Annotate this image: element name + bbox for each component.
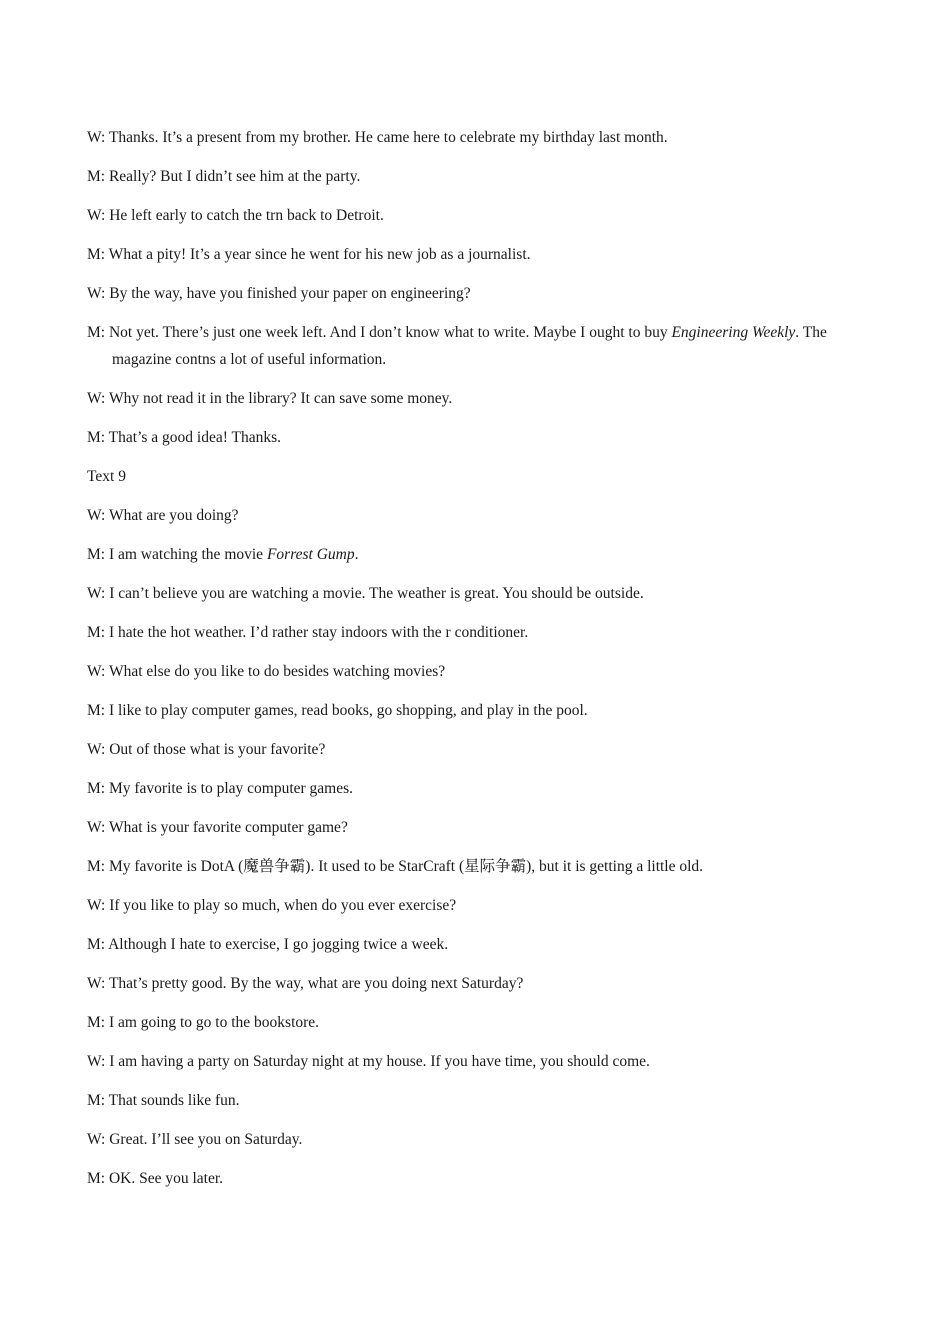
dialogue-line: W: I can’t believe you are watching a movie. The weather is great. You should be outside. [87,585,644,602]
dialogue-line: M: Really? But I didn’t see him at the party. [87,168,361,185]
dialogue-line [87,541,877,568]
dialogue-line: W: He left early to catch the trn back to Detroit. [87,207,384,224]
line-text: . [354,546,359,563]
dialogue-line: W: If you like to play so much, when do you ever exercise? [87,897,457,914]
document-page [87,124,877,1204]
dialogue-line: M: I am going to go to the bookstore. [87,1014,320,1031]
dialogue-line: W: Out of those what is your favorite? [87,741,326,758]
dialogue-line: W: I am having a party on Saturday night at my house. If you have time, you should come. [87,1053,650,1070]
line-text: . The magazine contns a lot of useful information. [112,324,827,368]
line-text: M: Not yet. There’s just one week left. And I don’t know what to write. Maybe I ought to buy [87,324,672,341]
dialogue-line: M: I hate the hot weather. I’d rather stay indoors with the r conditioner. [87,624,529,641]
dialogue-line: M: OK. See you later. [87,1170,224,1187]
dialogue-line: M: Although I hate to exercise, I go jogging twice a week. [87,936,449,953]
dialogue-line: M: My favorite is DotA (魔兽争霸). It used to be StarCraft (星际争霸), but it is getting a little old. [87,858,704,875]
dialogue-line: W: That’s pretty good. By the way, what are you doing next Saturday? [87,975,524,992]
dialogue-line [87,319,877,373]
magazine-title: Engineering Weekly [671,324,796,341]
dialogue-line: M: That’s a good idea! Thanks. [87,429,282,446]
dialogue-line: M: What a pity! It’s a year since he went for his new job as a journalist. [87,246,531,263]
dialogue-line: W: What is your favorite computer game? [87,819,348,836]
dialogue-line: M: My favorite is to play computer games. [87,780,354,797]
dialogue-line: W: Why not read it in the library? It can save some money. [87,390,453,407]
dialogue-line: W: What are you doing? [87,507,239,524]
movie-title: Forrest Gump [266,546,355,563]
dialogue-line: W: What else do you like to do besides watching movies? [87,663,446,680]
dialogue-line: W: Great. I’ll see you on Saturday. [87,1131,303,1148]
line-text: M: I am watching the movie [87,546,267,563]
section-heading: Text 9 [87,468,126,485]
dialogue-line: W: Thanks. It’s a present from my brother. He came here to celebrate my birthday last month. [87,129,668,146]
dialogue-line: M: I like to play computer games, read books, go shopping, and play in the pool. [87,702,588,719]
dialogue-line: M: That sounds like fun. [87,1092,240,1109]
dialogue-line: W: By the way, have you finished your paper on engineering? [87,285,471,302]
